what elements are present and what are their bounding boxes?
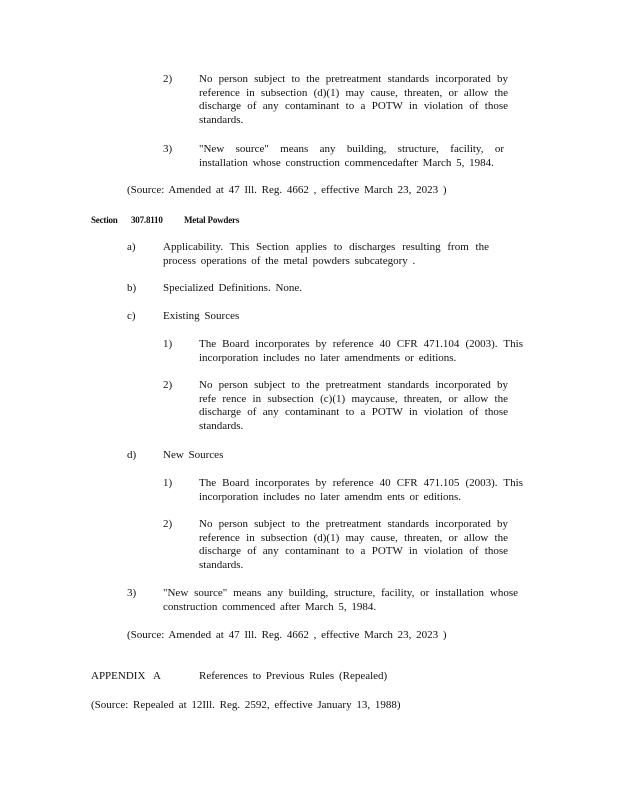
appendix-title: References to Previous Rules (Repealed) [199, 670, 388, 682]
section-number: 307.8110 [131, 215, 163, 225]
item-text: No person subject to the pretreatment standards incorporated by reference in subsection (d)(1) may cause, threaten, or allow the discharge of any contaminant to a POTW in violation of those standards. [199, 518, 508, 571]
subsection-letter: d) [127, 449, 137, 461]
item-number: 2) [163, 518, 173, 530]
item-text: The Board incorporates by reference 40 CFR 471.105 (2003). This incorporation includes no later amendm ents or editions. [199, 477, 523, 503]
item-number: 2) [163, 379, 173, 391]
subsection-text: New Sources [163, 449, 224, 461]
item-number: 3) [163, 143, 173, 155]
appendix-source-note: (Source: Repealed at 12Ill. Reg. 2592, effective January 13, 1988) [91, 699, 401, 711]
section-label: Section [91, 215, 118, 225]
section-source-note: (Source: Amended at 47 Ill. Reg. 4662 , effective March 23, 2023 ) [127, 629, 447, 641]
section-title: Metal Powders [184, 215, 240, 225]
subsection-letter: c) [127, 310, 136, 322]
subsection-letter: a) [127, 241, 136, 253]
appendix-letter: A [153, 670, 161, 682]
item-number: 1) [163, 338, 173, 350]
appendix-label: APPENDIX [91, 670, 146, 682]
item-number: 3) [127, 587, 137, 599]
item-text: The Board incorporates by reference 40 CFR 471.104 (2003). This incorporation includes no later amendments or editions. [199, 338, 523, 364]
item-text: "New source" means any building, structure, facility, or installation whose construction commencedafter March 5, 1984. [199, 143, 504, 169]
subsection-text: Specialized Definitions. None. [163, 282, 303, 294]
item-text: No person subject to the pretreatment standards incorporated by refe rence in subsection (c)(1) maycause, threaten, or allow the discharge of any contaminant to a POTW in violation of those standards. [199, 379, 508, 432]
item-text: "New source" means any building, structure, facility, or installation whose construction commenced after March 5, 1984. [163, 587, 518, 613]
subsection-letter: b) [127, 282, 137, 294]
item-number: 1) [163, 477, 173, 489]
item-text: No person subject to the pretreatment standards incorporated by reference in subsection (d)(1) may cause, threaten, or allow the discharge of any contaminant to a POTW in violation of those standards. [199, 73, 508, 126]
prev-source-note: (Source: Amended at 47 Ill. Reg. 4662 , effective March 23, 2023 ) [127, 184, 447, 196]
subsection-text: Existing Sources [163, 310, 240, 322]
item-number: 2) [163, 73, 173, 85]
subsection-text: Applicability. This Section applies to discharges resulting from the process operations of the metal powders subcategory . [163, 241, 489, 267]
